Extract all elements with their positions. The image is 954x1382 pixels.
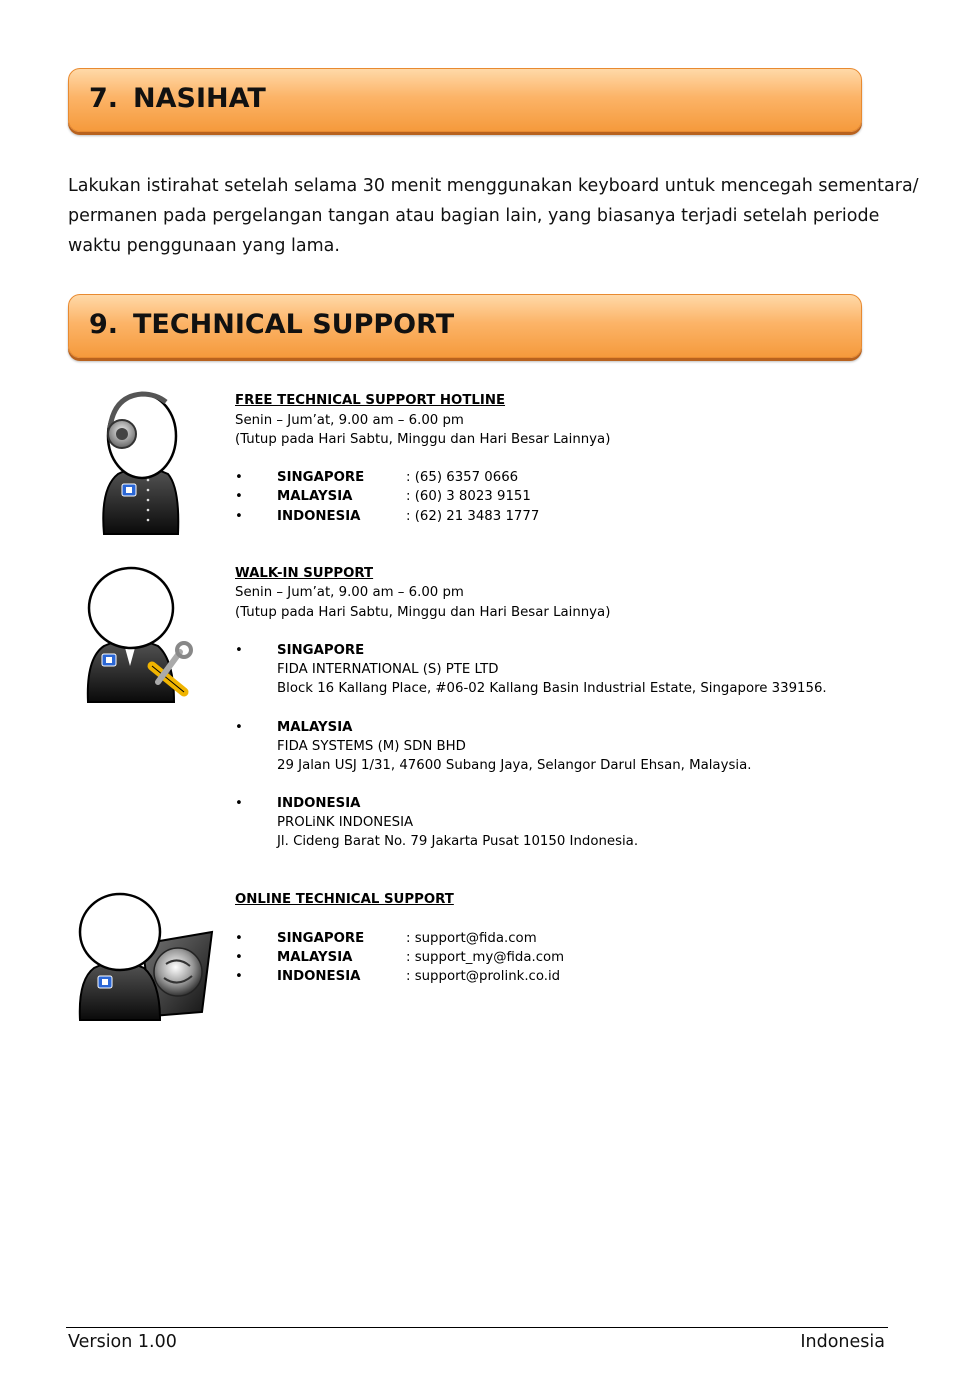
section-7-title: NASIHAT (133, 83, 266, 114)
email-address: : support@prolink.co.id (406, 969, 561, 984)
bullet: • (235, 931, 243, 946)
company-name: FIDA SYSTEMS (M) SDN BHD (277, 739, 466, 755)
bullet: • (235, 796, 243, 811)
advice-paragraph (68, 171, 919, 261)
section-9-title: TECHNICAL SUPPORT (133, 309, 455, 340)
section-7-banner (68, 68, 862, 132)
country-label: SINGAPORE (277, 931, 365, 946)
company-name: PROLiNK INDONESIA (277, 815, 414, 831)
email-address: : support_my@fida.com (406, 950, 565, 965)
country-label: SINGAPORE (277, 643, 365, 658)
email-address: : support@fida.com (406, 931, 537, 946)
bullet: • (235, 643, 243, 658)
country-label: INDONESIA (277, 969, 361, 984)
bullet: • (235, 969, 243, 984)
bullet: • (235, 509, 243, 524)
bullet: • (235, 489, 243, 504)
address: Jl. Cideng Barat No. 79 Jakarta Pusat 10150 Indonesia. (277, 834, 639, 850)
address: Block 16 Kallang Place, #06-02 Kallang Basin Industrial Estate, Singapore 339156. (277, 681, 827, 697)
section-9-banner (68, 294, 862, 358)
country-label: INDONESIA (277, 796, 361, 811)
country-label: MALAYSIA (277, 489, 353, 504)
country-label: MALAYSIA (277, 950, 353, 965)
advice-line: waktu penggunaan yang lama. (68, 236, 340, 256)
advice-line: permanen pada pergelangan tangan atau bagian lain, yang biasanya terjadi setelah periode (68, 206, 880, 226)
hotline-hours: Senin – Jum’at, 9.00 am – 6.00 pm (235, 413, 464, 428)
walkin-entry-malaysia (277, 718, 751, 776)
wrench-support-icon (84, 566, 204, 706)
footer-language: Indonesia (800, 1332, 885, 1352)
walkin-note: (Tutup pada Hari Sabtu, Minggu dan Hari Besar Lainnya) (235, 605, 611, 620)
footer-version: Version 1.00 (68, 1332, 177, 1352)
address: 29 Jalan USJ 1/31, 47600 Subang Jaya, Selangor Darul Ehsan, Malaysia. (277, 758, 752, 774)
walkin-entry-indonesia (277, 794, 638, 852)
bullet: • (235, 950, 243, 965)
hotline-heading: FREE TECHNICAL SUPPORT HOTLINE (235, 393, 506, 408)
country-label: SINGAPORE (277, 470, 365, 485)
company-name: FIDA INTERNATIONAL (S) PTE LTD (277, 662, 499, 678)
hotline-note: (Tutup pada Hari Sabtu, Minggu dan Hari Besar Lainnya) (235, 432, 611, 447)
online-support-icon (76, 892, 216, 1024)
section-9-number: 9. (89, 309, 119, 340)
walkin-entry-singapore (277, 641, 827, 699)
phone-number: : (65) 6357 0666 (406, 470, 519, 485)
country-label: MALAYSIA (277, 720, 353, 735)
advice-line: Lakukan istirahat setelah selama 30 menit menggunakan keyboard untuk mencegah sementara/ (68, 176, 919, 196)
bullet: • (235, 720, 243, 735)
headset-support-icon (96, 388, 186, 538)
online-heading: ONLINE TECHNICAL SUPPORT (235, 892, 454, 907)
phone-number: : (60) 3 8023 9151 (406, 489, 531, 504)
section-7-number: 7. (89, 83, 119, 114)
footer-divider (66, 1327, 888, 1328)
phone-number: : (62) 21 3483 1777 (406, 509, 540, 524)
walkin-hours: Senin – Jum’at, 9.00 am – 6.00 pm (235, 585, 464, 600)
walkin-heading: WALK-IN SUPPORT (235, 566, 374, 581)
country-label: INDONESIA (277, 509, 361, 524)
bullet: • (235, 470, 243, 485)
